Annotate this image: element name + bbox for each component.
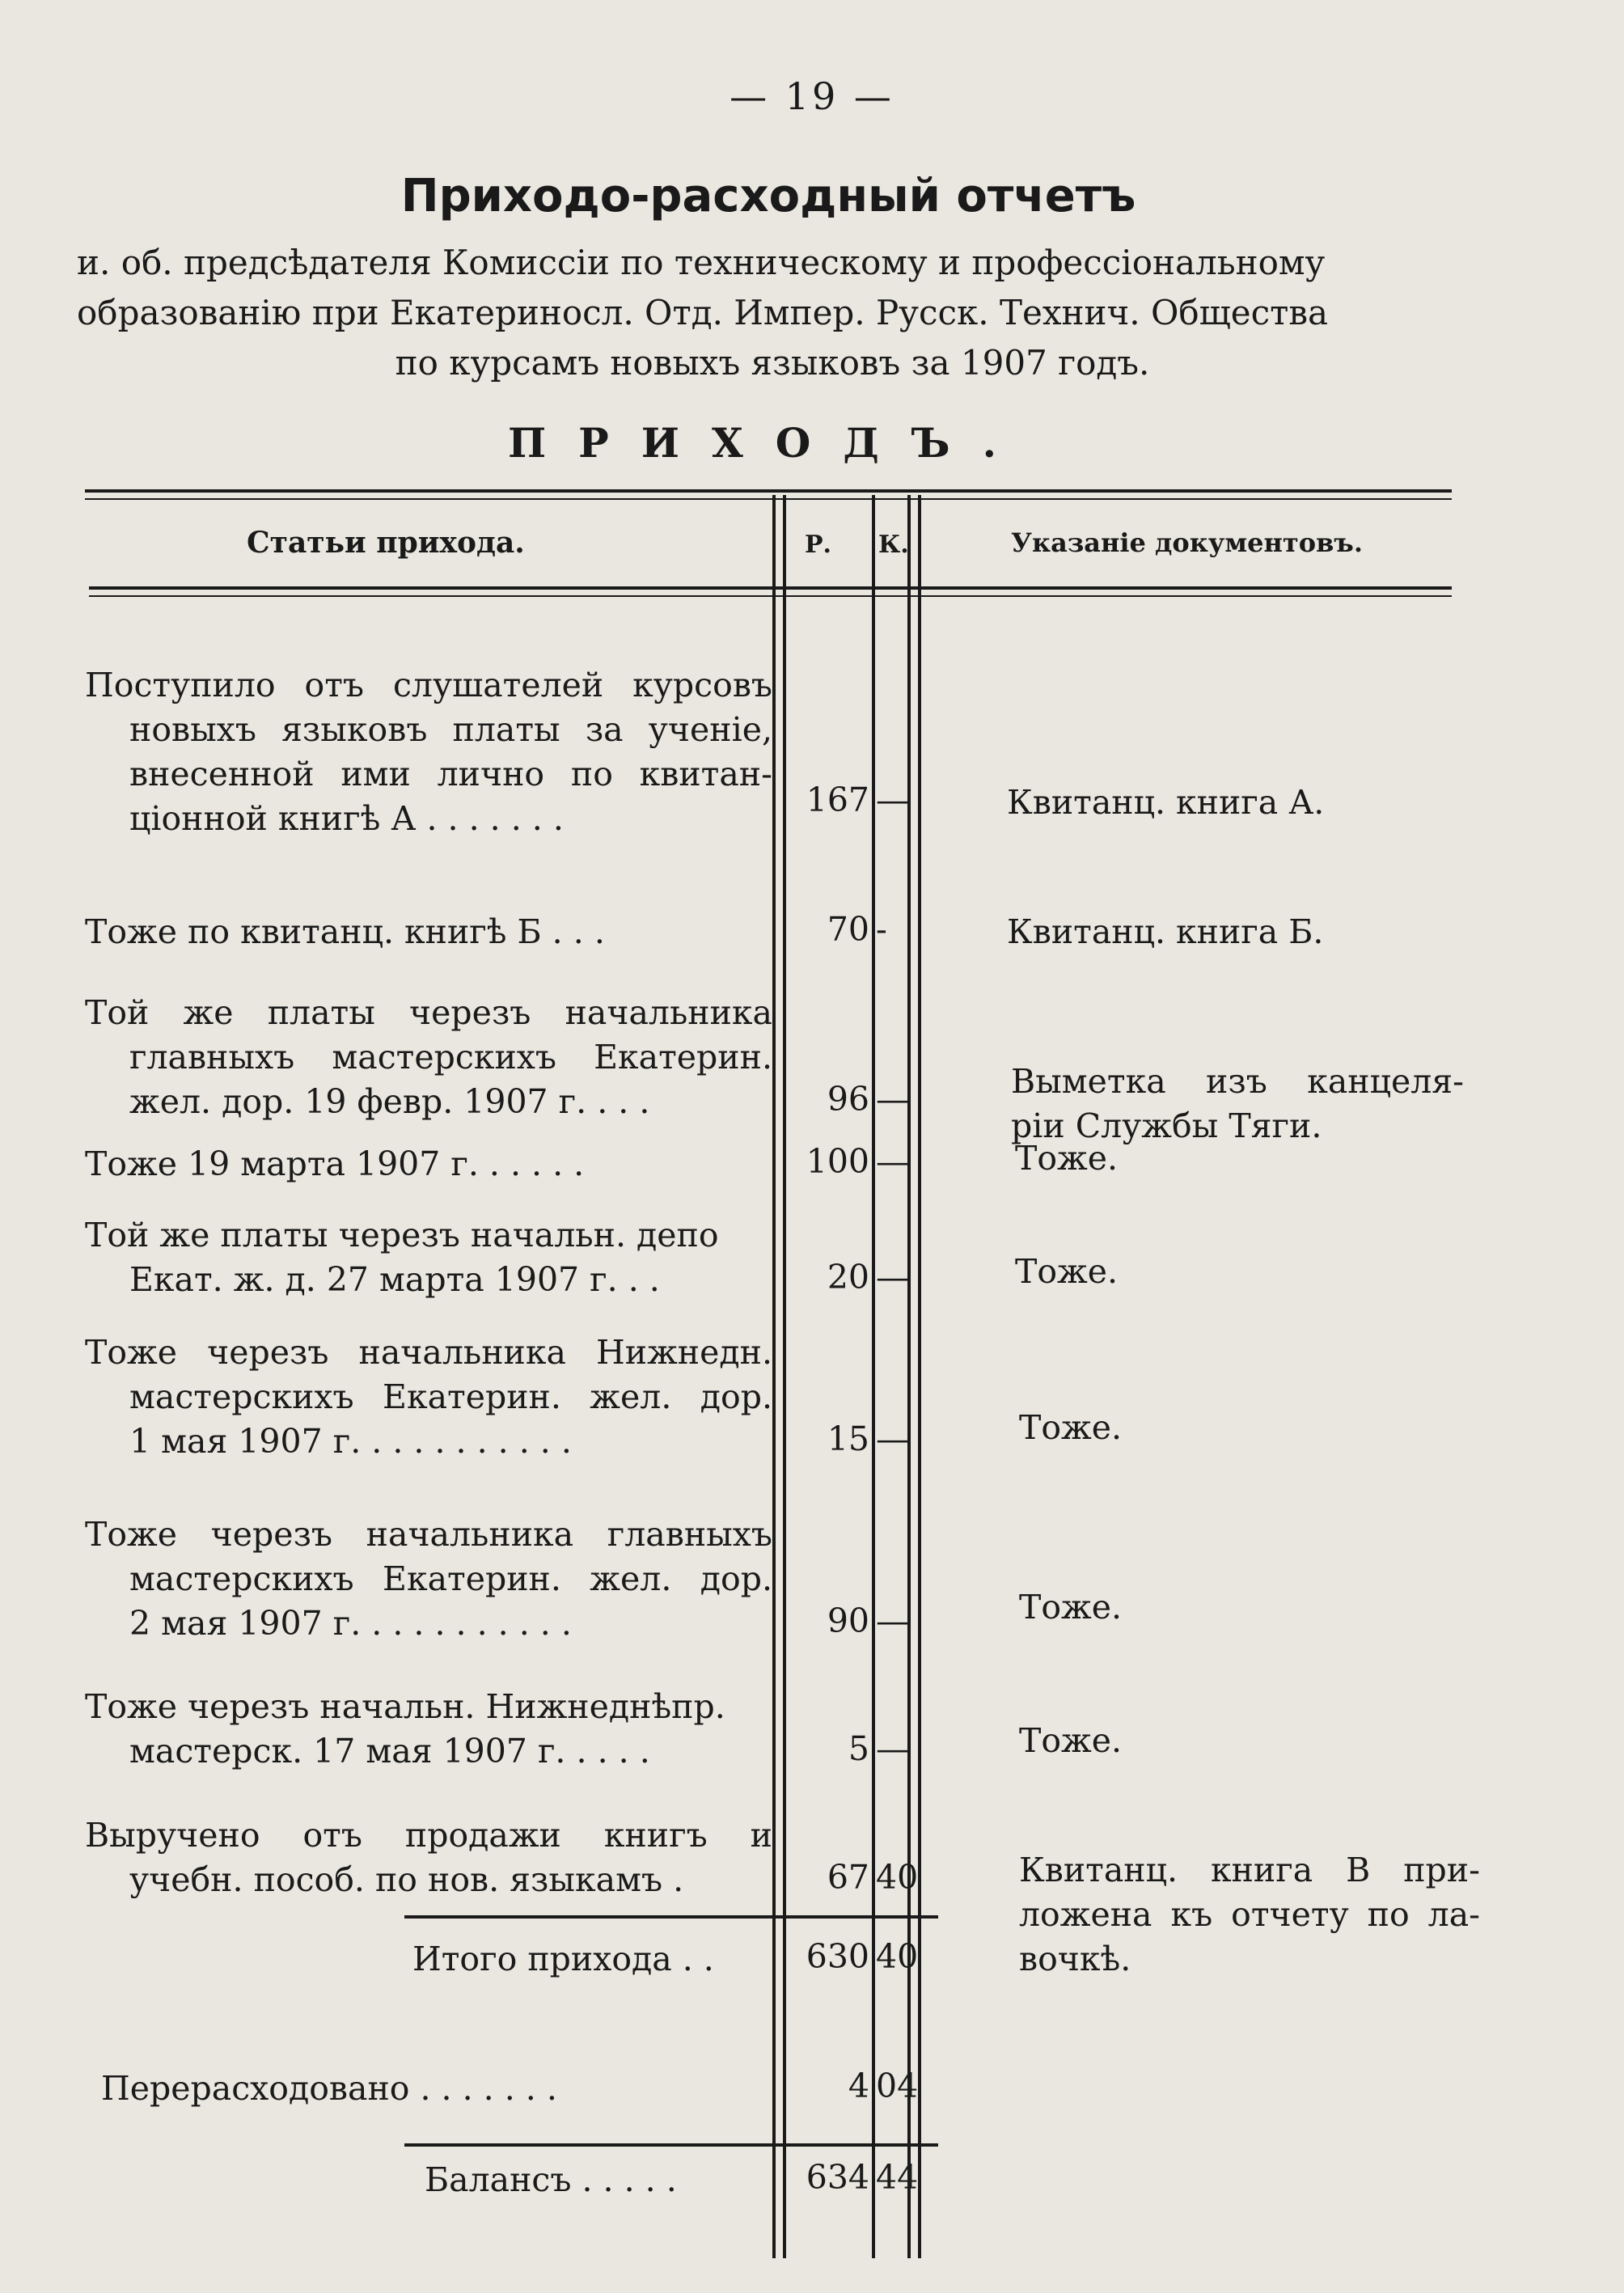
table-row	[85, 991, 772, 1124]
row-line: Поступило отъ слушателей курсовъ	[85, 666, 772, 704]
row-doc	[1019, 1406, 1537, 1450]
column-divider-1	[772, 495, 776, 2258]
section-title: ПРИХОДЪ.	[507, 419, 1030, 467]
row-line: Той же платы черезъ начальн. депо	[85, 1216, 719, 1254]
row-line: новыхъ языковъ платы за ученіе,	[129, 710, 772, 749]
table-row	[85, 1512, 772, 1646]
row-doc	[1019, 1585, 1537, 1630]
row-kop: —	[876, 1601, 909, 1640]
row-line: главныхъ мастерскихъ Екатерин.	[129, 1038, 772, 1077]
column-divider-1b	[783, 495, 786, 2258]
row-line: Екат. ж. д. 27 марта 1907 г. . .	[129, 1260, 660, 1299]
total-label: Итого прихода . .	[412, 1940, 714, 1978]
header-item: Статьи прихода.	[247, 526, 525, 560]
total-rub: 630	[806, 1937, 869, 1976]
row-kop: —	[876, 1258, 909, 1297]
row-kop: —	[876, 1729, 909, 1768]
row-line: учебн. пособ. по нов. языкамъ .	[129, 1860, 684, 1899]
overspent-label: Перерасходовано . . . . . . .	[101, 2069, 557, 2108]
row-kop: -	[876, 910, 887, 949]
header-bottom-rule	[89, 586, 1452, 590]
subtitle-line-2: образованію при Екатериносл. Отд. Импер. Русск. Технич. Общества	[77, 293, 1329, 332]
row-doc	[1019, 1719, 1537, 1763]
row-rub: 15	[827, 1419, 869, 1458]
page-number: — 19 —	[730, 74, 894, 118]
table-top-rule-thin	[85, 498, 1452, 500]
doc-line: Квитанц. книга А.	[1007, 783, 1325, 822]
overspent-row	[101, 2067, 789, 2111]
row-line: мастерскихъ Екатерин. жел. дор.	[129, 1377, 772, 1416]
table-row	[85, 910, 772, 954]
row-line: мастерскихъ Екатерин. жел. дор.	[129, 1559, 772, 1598]
header-bottom-rule-thin	[89, 595, 1452, 597]
doc-line: Тоже.	[1019, 1408, 1123, 1447]
row-line: Тоже черезъ начальника Нижнедн.	[85, 1333, 772, 1372]
doc-line: ріи Службы Тяги.	[1011, 1106, 1322, 1145]
table-row	[85, 663, 772, 841]
overspent-rub: 4	[848, 2067, 869, 2105]
row-kop: —	[876, 781, 909, 819]
row-doc	[1007, 910, 1525, 954]
balance-kop: 44	[876, 2158, 919, 2197]
row-line: Выручено отъ продажи книгъ и	[85, 1816, 772, 1855]
table-row	[85, 1813, 772, 1902]
report-title: Приходо-расходный отчетъ	[400, 170, 1136, 222]
row-line: Тоже 19 марта 1907 г. . . . . .	[85, 1144, 585, 1183]
total-kop: 40	[876, 1937, 919, 1976]
row-line: Тоже черезъ начальника главныхъ	[85, 1515, 772, 1554]
row-line: жел. дор. 19 февр. 1907 г. . . .	[129, 1082, 650, 1121]
overspent-kop: 04	[876, 2067, 919, 2105]
row-line: 1 мая 1907 г. . . . . . . . . . .	[129, 1422, 572, 1461]
row-line: Той же платы черезъ начальника	[85, 993, 772, 1032]
row-doc	[1007, 781, 1525, 825]
doc-line: ложена къ отчету по ла-	[1019, 1895, 1480, 1934]
table-top-rule	[85, 489, 1452, 493]
doc-line: Квитанц. книга Б.	[1007, 912, 1324, 951]
table-row	[85, 1331, 772, 1464]
row-line: 2 мая 1907 г. . . . . . . . . . .	[129, 1604, 572, 1643]
row-doc	[1011, 1060, 1464, 1149]
doc-line: Тоже.	[1019, 1588, 1123, 1627]
balance-rub: 634	[806, 2158, 869, 2197]
doc-line: Тоже.	[1015, 1139, 1119, 1178]
subtitle-line-1: и. об. предсѣдателя Комиссіи по техническому и профессіональному	[77, 243, 1326, 282]
header-kop: К.	[878, 531, 909, 559]
table-row	[85, 1685, 772, 1774]
balance-label: Балансъ . . . . .	[425, 2160, 677, 2199]
total-rule	[404, 1915, 938, 1919]
header-docs: Указаніе документовъ.	[1011, 527, 1363, 558]
row-doc	[1019, 1848, 1480, 1982]
subtitle-line-3: по курсамъ новыхъ языковъ за 1907 годъ.	[395, 343, 1150, 383]
row-rub: 90	[827, 1601, 869, 1640]
row-rub: 67	[827, 1858, 869, 1897]
row-rub: 96	[827, 1080, 869, 1119]
row-line: ціонной книгѣ А . . . . . . .	[129, 799, 564, 838]
row-kop: 40	[876, 1858, 919, 1897]
doc-line: Тоже.	[1019, 1721, 1123, 1760]
row-kop: —	[876, 1142, 909, 1181]
row-line: внесенной ими лично по квитан-	[129, 755, 772, 793]
balance-row	[425, 2158, 764, 2202]
doc-line: Квитанц. книга В при-	[1019, 1851, 1480, 1889]
column-divider-2	[872, 495, 875, 2258]
row-rub: 100	[806, 1142, 869, 1181]
total-row	[412, 1937, 768, 1982]
doc-line: вочкѣ.	[1019, 1940, 1131, 1978]
header-rub: Р.	[805, 531, 832, 559]
row-line: мастерск. 17 мая 1907 г. . . . .	[129, 1732, 650, 1771]
table-row	[85, 1142, 772, 1187]
doc-line: Тоже.	[1015, 1252, 1119, 1291]
row-rub: 167	[806, 781, 869, 819]
row-kop: —	[876, 1080, 909, 1119]
row-doc	[1015, 1136, 1533, 1181]
doc-line: Выметка изъ канцеля-	[1011, 1062, 1464, 1101]
row-doc	[1015, 1250, 1533, 1294]
balance-rule	[404, 2143, 938, 2147]
column-divider-3	[907, 495, 911, 2258]
table-row	[85, 1213, 772, 1302]
row-rub: 70	[827, 910, 869, 949]
row-rub: 5	[848, 1729, 869, 1768]
column-divider-3b	[918, 495, 921, 2258]
row-rub: 20	[827, 1258, 869, 1297]
row-line: Тоже по квитанц. книгѣ Б . . .	[85, 912, 605, 951]
row-kop: —	[876, 1419, 909, 1458]
row-line: Тоже черезъ начальн. Нижнеднѣпр.	[85, 1687, 725, 1726]
